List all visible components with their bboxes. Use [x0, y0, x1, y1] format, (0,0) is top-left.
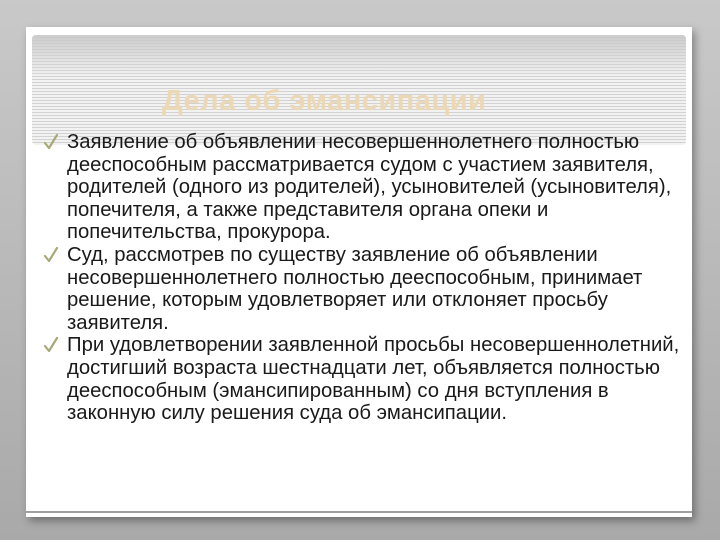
bullet-item: [41, 131, 689, 244]
title-band: [32, 35, 686, 145]
check-icon: [43, 246, 59, 264]
bullet-list: [41, 131, 689, 425]
check-icon: [43, 133, 59, 151]
bullet-text: Заявление об объявлении несовершеннолетнего полностью дееспособным рассматривается судом с участием заявителя, родителей (одного из родителей), усыновителей (усыновителя), попечителя, а также представителя органа опеки и попечительства, прокурора.: [67, 131, 672, 244]
bullet-text: При удовлетворении заявленной просьбы несовершеннолетний, достигший возраста шестнадцати лет, объявляется полностью дееспособным (эмансипированным) со дня вступления в законную силу решения суда об эмансипации.: [67, 334, 680, 425]
bullet-text: Суд, рассмотрев по существу заявление об объявлении несовершеннолетнего полностью дееспособным, принимает решение, которым удовлетворяет или отклоняет просьбу заявителя.: [67, 243, 643, 334]
check-icon: [43, 336, 59, 354]
bullet-item: [41, 244, 689, 334]
bullet-item: [41, 334, 689, 424]
slide-title: Дела об эмансипации: [162, 85, 487, 117]
slide: [26, 27, 692, 517]
slide-bottom-rule: [26, 511, 692, 513]
